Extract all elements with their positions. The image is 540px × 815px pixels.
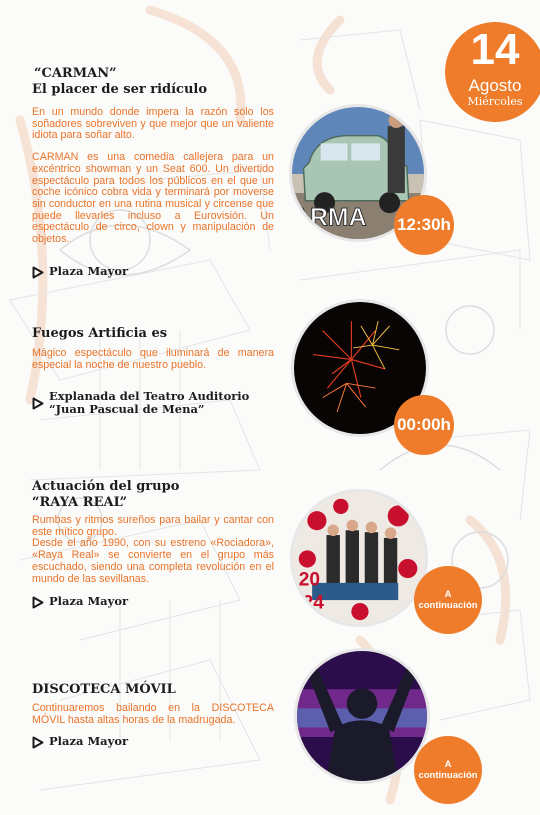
event-title: Fuegos Artificia es [32,326,168,341]
date-weekday: Miércoles [467,95,523,108]
event-description [32,515,274,585]
svg-text:ARMA: ARMA [292,203,367,232]
event-venue [32,595,128,609]
time-line-2: continuación [418,770,478,781]
event-description [32,703,274,726]
event-venue [32,265,128,279]
venue-label: Plaza Mayor [49,734,129,748]
description-paragraph: Continuaremos bailando en la DISCOTECA MÓVIL hasta altas horas de la madrugada. [32,702,274,726]
event-venue [32,735,128,749]
venue-line-2: “Juan Pascual de Mena” [49,402,205,416]
date-day: 14 [470,25,520,74]
date-month: Agosto [468,76,522,95]
time-badge [414,566,482,634]
time-badge: 12:30h [394,195,454,255]
event-title-line-2: El placer de ser ridículo [32,82,208,97]
band-photo [290,489,428,627]
time-badge: 00:00h [394,395,454,455]
event-title [32,479,274,511]
event-fireworks [32,326,274,381]
venue-label: Plaza Mayor [49,594,129,608]
event-title: DISCOTECA MÓVIL [32,682,176,697]
venue-line-1: Explanada del Teatro Auditorio [49,389,250,403]
event-title-line-1: “CARMAN” [34,66,117,81]
description-paragraph: Mágico espectáculo que iluminará de manera especial la noche de nuestro pueblo. [32,347,274,371]
event-title [32,66,274,98]
dj-photo [294,648,430,784]
description-paragraph: Desde el año 1990, con su estreno «Rociadora», «Raya Real» se convierte en el grupo más escuchado, siendo una completa revolución en el mundo de las sevillanas. [32,537,274,585]
event-description [32,107,274,246]
photo-year-top: 20 [298,569,321,591]
play-triangle-icon [32,266,44,279]
event-discoteca [32,682,274,736]
event-description [32,348,274,371]
play-triangle-icon [32,736,44,749]
description-paragraph: CARMAN es una comedia callejera para un excéntrico showman y un Seat 600. Un divertido espectáculo para todos los públicos en el que un coche icónico cobra vida y terminará por moverse sin conductor en una rutina musical y circense que puede llevarles incluso a Eurovisión. Un espectáculo de circo, clown y manipulación de objetos. [32,151,274,246]
event-carman [32,66,274,256]
time-line-1: A [444,758,452,770]
date-badge [445,22,540,122]
time-line-2: continuación [418,600,478,611]
event-venue [32,390,249,416]
time-line-1: A [444,588,452,600]
photo-year-bottom: 24 [302,592,324,614]
venue-label [49,390,249,416]
play-triangle-icon [32,397,44,410]
description-paragraph: En un mundo donde impera la razón solo los soñadores sobreviven y que mejor que un valiente idiota para soñar alto. [32,106,274,142]
event-title-line-2: “RAYA REAL” [32,495,128,510]
event-title-line-1: Actuación del grupo [32,479,180,494]
play-triangle-icon [32,596,44,609]
venue-label: Plaza Mayor [49,264,129,278]
description-paragraph: Rumbas y ritmos sureños para bailar y cantar con este mítico grupo. [32,514,274,538]
time-badge [414,736,482,804]
event-raya-real [32,479,274,585]
